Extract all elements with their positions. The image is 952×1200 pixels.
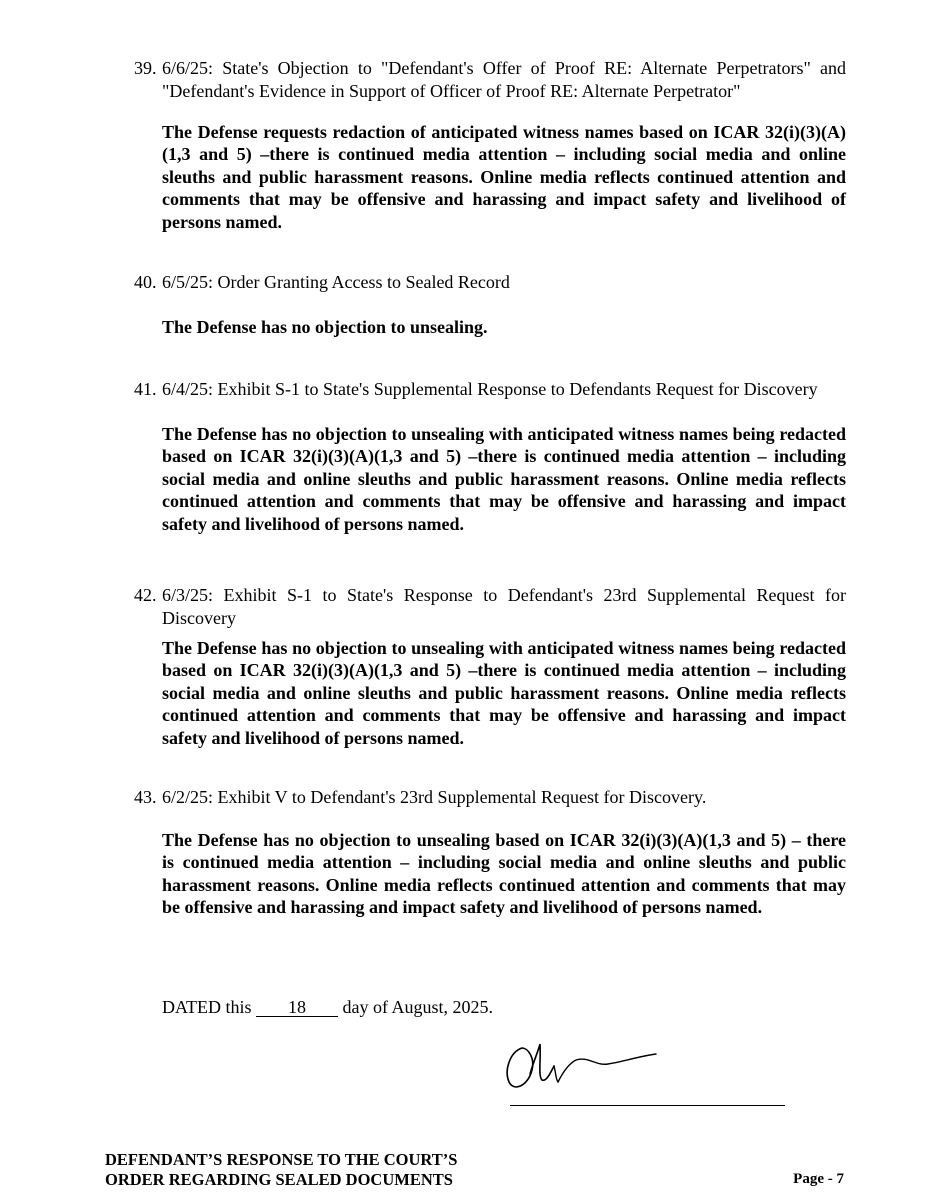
item-response: The Defense has no objection to unsealing with anticipated witness names being redacted based on ICAR 32(i)(3)(A)(1,3 and 5) –there is continued media attention – including social media and online sleuths and public harassment reasons. Online media reflects continued attention and comments that may be offensive and harassing and impact safety and livelihood of persons named. [162, 638, 846, 748]
item-43 [134, 786, 846, 919]
item-40 [134, 271, 846, 338]
dated-suffix: day of August, 2025. [342, 997, 493, 1017]
item-number: 41. [134, 379, 157, 399]
footer-document-title [105, 1150, 457, 1190]
item-title: 6/6/25: State's Objection to "Defendant's Offer of Proof RE: Alternate Perpetrators" and "Defendant's Evidence in Support of Officer of Proof RE: Alternate Perpetrator" [162, 58, 846, 101]
signature-line [510, 1105, 785, 1106]
dated-prefix: DATED this [162, 997, 252, 1017]
item-number: 40. [134, 272, 157, 292]
signature-icon [500, 1030, 790, 1110]
item-title: 6/2/25: Exhibit V to Defendant's 23rd Supplemental Request for Discovery. [162, 787, 707, 807]
item-response: The Defense requests redaction of anticipated witness names based on ICAR 32(i)(3)(A)(1,3 and 5) –there is continued media attention – including social media and online sleuths and public harassment reasons. Online media reflects continued attention and comments that may be offensive and harassing and impact safety and livelihood of persons named. [162, 122, 846, 232]
dated-day: 18 [256, 998, 338, 1017]
footer-title-line: ORDER REGARDING SEALED DOCUMENTS [105, 1170, 453, 1189]
item-title: 6/4/25: Exhibit S-1 to State's Supplemental Response to Defendants Request for Discovery [162, 379, 818, 399]
item-number: 43. [134, 787, 157, 807]
item-41 [134, 378, 846, 535]
item-number: 42. [134, 585, 157, 605]
item-heading [134, 271, 846, 294]
item-number: 39. [134, 58, 157, 78]
footer-title-line: DEFENDANT’S RESPONSE TO THE COURT’S [105, 1150, 458, 1169]
item-response: The Defense has no objection to unsealing based on ICAR 32(i)(3)(A)(1,3 and 5) – there is continued media attention – including social media and online sleuths and public harassment reasons. Online media reflects continued attention and comments that may be offensive and harassing and impact safety and livelihood of persons named. [162, 830, 846, 918]
item-39 [134, 57, 846, 233]
item-title: 6/5/25: Order Granting Access to Sealed Record [162, 272, 510, 292]
item-heading [134, 378, 846, 401]
item-heading [134, 57, 846, 103]
item-response: The Defense has no objection to unsealing with anticipated witness names being redacted based on ICAR 32(i)(3)(A)(1,3 and 5) –there is continued media attention – including social media and online sleuths and public harassment reasons. Online media reflects continued attention and comments that may be offensive and harassing and impact safety and livelihood of persons named. [162, 424, 846, 534]
item-heading [134, 786, 846, 809]
page-number: Page - 7 [793, 1171, 844, 1187]
item-response: The Defense has no objection to unsealing. [162, 317, 488, 337]
item-42 [134, 584, 846, 749]
item-title: 6/3/25: Exhibit S-1 to State's Response to Defendant's 23rd Supplemental Request for Discovery [162, 585, 846, 628]
dated-line [162, 996, 493, 1019]
item-heading [134, 584, 846, 630]
